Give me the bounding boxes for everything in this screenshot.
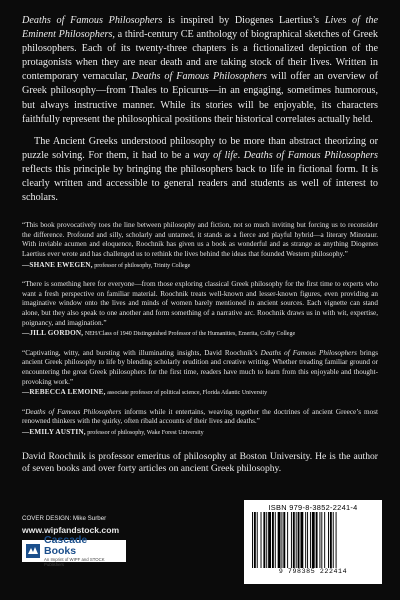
endorser-name: —SHANE EWEGEN, [22,260,93,269]
endorsement-attribution [22,388,378,399]
endorsement-text-part: “ [22,407,26,416]
description-text: . [237,149,244,161]
endorsement-1 [22,221,378,271]
endorsements [22,221,378,438]
barcode-digits: 9 798385 222414 [278,568,348,575]
publisher-logo [22,534,126,567]
publisher-brand: Cascade Books [44,534,88,557]
endorsement-text-part: “Captivating, witty, and bursting with illuminating insights, David Roochnik’s [22,348,261,357]
endorsement-text [22,349,378,387]
description-text: , a third-century CE anthology of biographical sketches of Greek philosophers. Each of its twenty-three chapters is a fictionalized depiction of the protagonists when they are near death and are taking stock of their lives. Written in contemporary vernacular, [22,29,378,83]
source-title-italic: Lives of the Eminent Philosophers [22,15,379,41]
endorser-affiliation: associate professor of political science, Florida Atlantic University [105,390,268,397]
book-description [22,14,378,205]
endorser-affiliation: professor of philosophy, Wake Forest University [85,429,204,436]
cascade-logo-icon [26,544,40,558]
endorsement-2 [22,280,378,340]
endorsement-attribution [22,428,378,439]
book-title-italic: Deaths of Famous Philosophers [25,407,122,416]
publisher-logo-text [44,535,122,567]
description-text: will offer an overview of Greek philosophy—from Thales to Epicurus—in an engaging, sometimes humorous, but always instructive manner. While its stories will be enjoyable, its characters faithfully represent the philosophical positions their historical correlates actually held. [22,71,378,125]
endorsement-attribution [22,329,378,340]
book-title-italic: Deaths of Famous Philosophers [131,71,267,83]
book-title-italic: Deaths of Famous Philosophers [260,348,357,357]
isbn-number: ISBN 979-8-3852-2241-4 [268,503,358,512]
cover-design-credit: COVER DESIGN: Mike Surber [22,515,107,522]
isbn-barcode [244,500,382,584]
description-text: reflects this principle by bringing the philosophers back to life in fictional form. It is clearly written and accessible to general readers and students as well of interest to scholars. [22,163,378,204]
endorsement-3 [22,349,378,399]
author-bio: David Roochnik is professor emeritus of philosophy at Boston University. He is the author of seven books and over forty articles on ancient Greek philosophy. [22,450,378,475]
publisher-credits [22,515,126,567]
book-title-italic: Deaths of Famous Philosophers [243,149,378,161]
barcode-bars-icon [250,512,376,568]
emphasis-text: way of life [193,149,238,161]
description-text: The Ancient Greeks understood philosophy to be more than abstract theorizing or puzzle solving. For them, it had to be a [22,135,378,161]
endorser-affiliation: professor of philosophy, Trinity College [92,262,191,269]
endorsement-attribution [22,261,378,272]
description-text: is inspired by Diogenes Laertius’s [162,15,325,26]
endorsement-text [22,408,378,427]
endorsement-text: “This book provocatively toes the line between philosophy and fiction, not so much inviting but forcing us to reconsider the difference. Profound and silly, scholarly and untamed, it stands as a fierce and playful hybrid—a literary Minotaur. With inviable acumen and eloquence, Roochnik has given us a book as wonderful and as strange as anything Diogenes Laertius ever wrote and has challenged us to rethink the lives behind the ideas that founded Western philosophy.” [22,221,378,258]
book-title-italic: Deaths of Famous Philosophers [22,15,163,26]
endorsement-text-part: brings ancient Greek philosophy to life by blending scholarly erudition and creative writing. Whether treading familiar ground or encountering the great Greek philosophers for the first time, readers have much to learn from this enjoyable and thought-provoking work.” [22,348,379,386]
description-paragraph-1 [22,14,378,127]
endorsement-text: “There is something here for everyone—from those exploring classical Greek philosophy for the first time to experts who want a fresh perspective on familiar material. Roochnik treats well-known and lesser-known figures, even providing an imaginative window onto the lives and minds of women barely mentioned in ancient sources. Each vignette can stand alone, but they also speak to one another and form something of a narrative arc. Roochnik draws us in with wit, expertise, poignancy, and imagination.” [22,280,378,327]
publisher-url[interactable]: www.wipfandstock.com [22,525,120,535]
endorsement-text-part: informs while it entertains, weaving together the doctrines of ancient Greece’s most renowned thinkers with the quirky, often ribald accounts of their lives and deaths.” [22,407,378,426]
publisher-imprint: An Imprint of WIPF and STOCK Publishers [44,557,105,567]
description-paragraph-2 [22,135,378,205]
endorser-name: —EMILY AUSTIN, [22,427,86,436]
endorser-name: —REBECCA LEMOINE, [22,388,106,397]
endorser-affiliation: NEH/Class of 1940 Distinguished Professor of the Humanities, Emerita, Colby College [83,331,296,338]
endorsement-4 [22,408,378,439]
endorser-name: —JILL GORDON, [22,329,84,338]
